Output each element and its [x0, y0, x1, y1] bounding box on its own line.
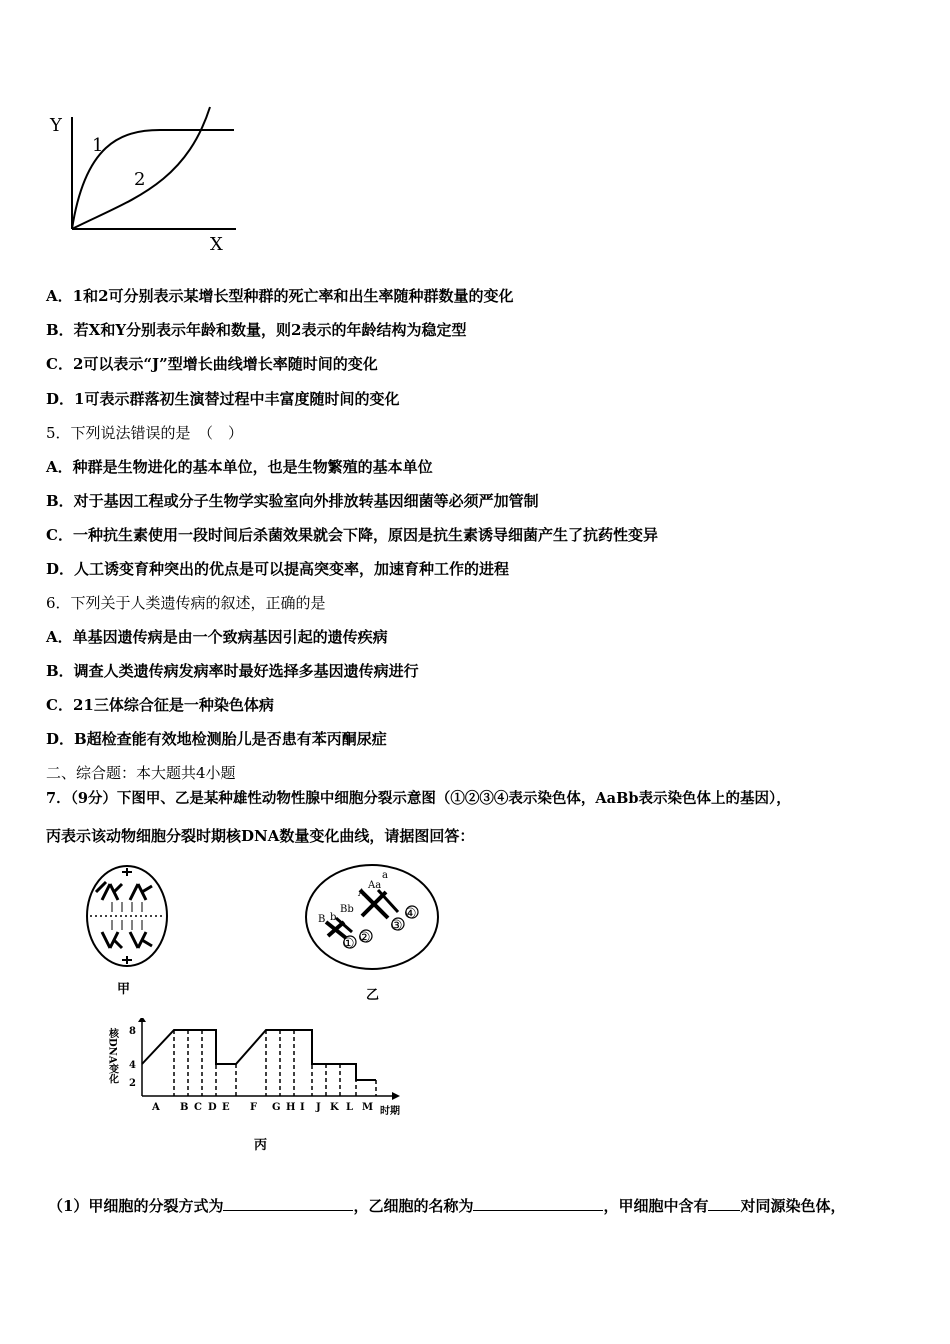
answer-blank-3[interactable] [708, 1194, 740, 1211]
q7-stem-line-1: 7．（9分）下图甲、乙是某种雄性动物性腺中细胞分裂示意图（①②③④表示染色体，AaBb表示染色体上的基因）， [46, 790, 791, 807]
q6-option-b: B．调查人类遗传病发病率时最好选择多基因遗传病进行 [46, 662, 419, 680]
q6-option-d: D．B超检查能有效地检测胎儿是否患有苯丙酮尿症 [46, 730, 387, 748]
chart-xtick-L: L [346, 1102, 354, 1113]
gene-label-Bb: Bb [340, 904, 354, 915]
growth-curve-graph [40, 105, 250, 255]
gene-label-B: B [318, 914, 326, 925]
section-2-heading: 二、综合题：本大题共4小题 [46, 764, 236, 782]
chart-xtick-H: H [286, 1102, 296, 1113]
dna-change-chart [104, 1018, 414, 1123]
curve-1-label: 1 [92, 135, 104, 156]
q7-stem-line-2: 丙表示该动物细胞分裂时期核DNA数量变化曲线，请据图回答： [46, 827, 475, 845]
answer-blank-1[interactable] [223, 1194, 353, 1211]
figure-yi-cell [302, 860, 442, 975]
chart-line [142, 1030, 376, 1080]
q7-sub1-part3: ，甲细胞中含有 [603, 1197, 709, 1215]
chart-xtick-C: C [194, 1102, 202, 1113]
curve-2 [72, 107, 210, 229]
chart-xtick-B: B [180, 1102, 189, 1113]
curve-2-label: 2 [134, 169, 146, 190]
q6-stem: 6．下列关于人类遗传病的叙述，正确的是 [46, 594, 326, 612]
chromosome-3: ③ [390, 918, 403, 934]
figure-jia-label: 甲 [117, 982, 131, 997]
q4-option-d: D．1可表示群落初生演替过程中丰富度随时间的变化 [46, 390, 400, 408]
q6-option-c: C．21三体综合征是一种染色体病 [46, 696, 274, 714]
chart-ytick-4: 4 [129, 1060, 136, 1071]
q4-option-c: C．2可以表示“J”型增长曲线增长率随时间的变化 [46, 355, 378, 373]
figure-yi-label: 乙 [366, 988, 380, 1003]
q7-sub1-part1: （1）甲细胞的分裂方式为 [48, 1197, 224, 1215]
chart-xtick-F: F [250, 1102, 258, 1113]
chart-xtick-M: M [362, 1102, 374, 1113]
figure-bing-label: 丙 [254, 1138, 268, 1153]
q5-stem: 5．下列说法错误的是 （ ） [46, 424, 244, 442]
chart-ylabel: 核DNA变化 [106, 1028, 118, 1084]
q6-option-a: A．单基因遗传病是由一个致病基因引起的遗传疾病 [46, 628, 388, 646]
chart-xlabel: 时期 [380, 1106, 400, 1117]
gene-label-b: b [330, 912, 337, 923]
chart-ytick-2: 2 [129, 1078, 136, 1089]
chromosome-1: ① [342, 936, 355, 952]
chart-xtick-K: K [330, 1102, 339, 1113]
chart-xtick-G: G [272, 1102, 281, 1113]
chart-xtick-E: E [222, 1102, 230, 1113]
figure-jia-cell [82, 862, 172, 974]
q5-option-d: D．人工诱变育种突出的优点是可以提高突变率，加速育种工作的进程 [46, 560, 510, 578]
chromosome-4: ④ [404, 906, 417, 922]
chart-xtick-D: D [208, 1102, 217, 1113]
q7-sub1-part4: 对同源染色体， [740, 1197, 846, 1215]
x-axis-label: X [210, 234, 223, 255]
q4-option-b: B．若X和Y分别表示年龄和数量，则2表示的年龄结构为稳定型 [46, 321, 467, 339]
q5-option-b: B．对于基因工程或分子生物学实验室向外排放转基因细菌等必须严加管制 [46, 492, 539, 510]
y-axis-label: Y [50, 115, 62, 136]
chromosome-2: ② [358, 930, 371, 946]
q4-option-a: A．1和2可分别表示某增长型种群的死亡率和出生率随种群数量的变化 [46, 287, 514, 305]
gene-label-Aa: Aa [368, 880, 382, 891]
chart-xtick-I: I [300, 1102, 305, 1113]
answer-blank-2[interactable] [473, 1194, 603, 1211]
gene-label-A: A [358, 888, 366, 899]
chart-xtick-J: J [316, 1102, 321, 1113]
chart-ytick-8: 8 [129, 1026, 136, 1037]
chart-xtick-A: A [152, 1102, 160, 1113]
gene-label-a: a [382, 870, 388, 881]
q7-sub1-part2: ，乙细胞的名称为 [353, 1197, 474, 1215]
q7-sub1 [48, 1194, 846, 1216]
q5-option-a: A．种群是生物进化的基本单位，也是生物繁殖的基本单位 [46, 458, 433, 476]
q5-option-c: C．一种抗生素使用一段时间后杀菌效果就会下降，原因是抗生素诱导细菌产生了抗药性变异 [46, 526, 658, 544]
